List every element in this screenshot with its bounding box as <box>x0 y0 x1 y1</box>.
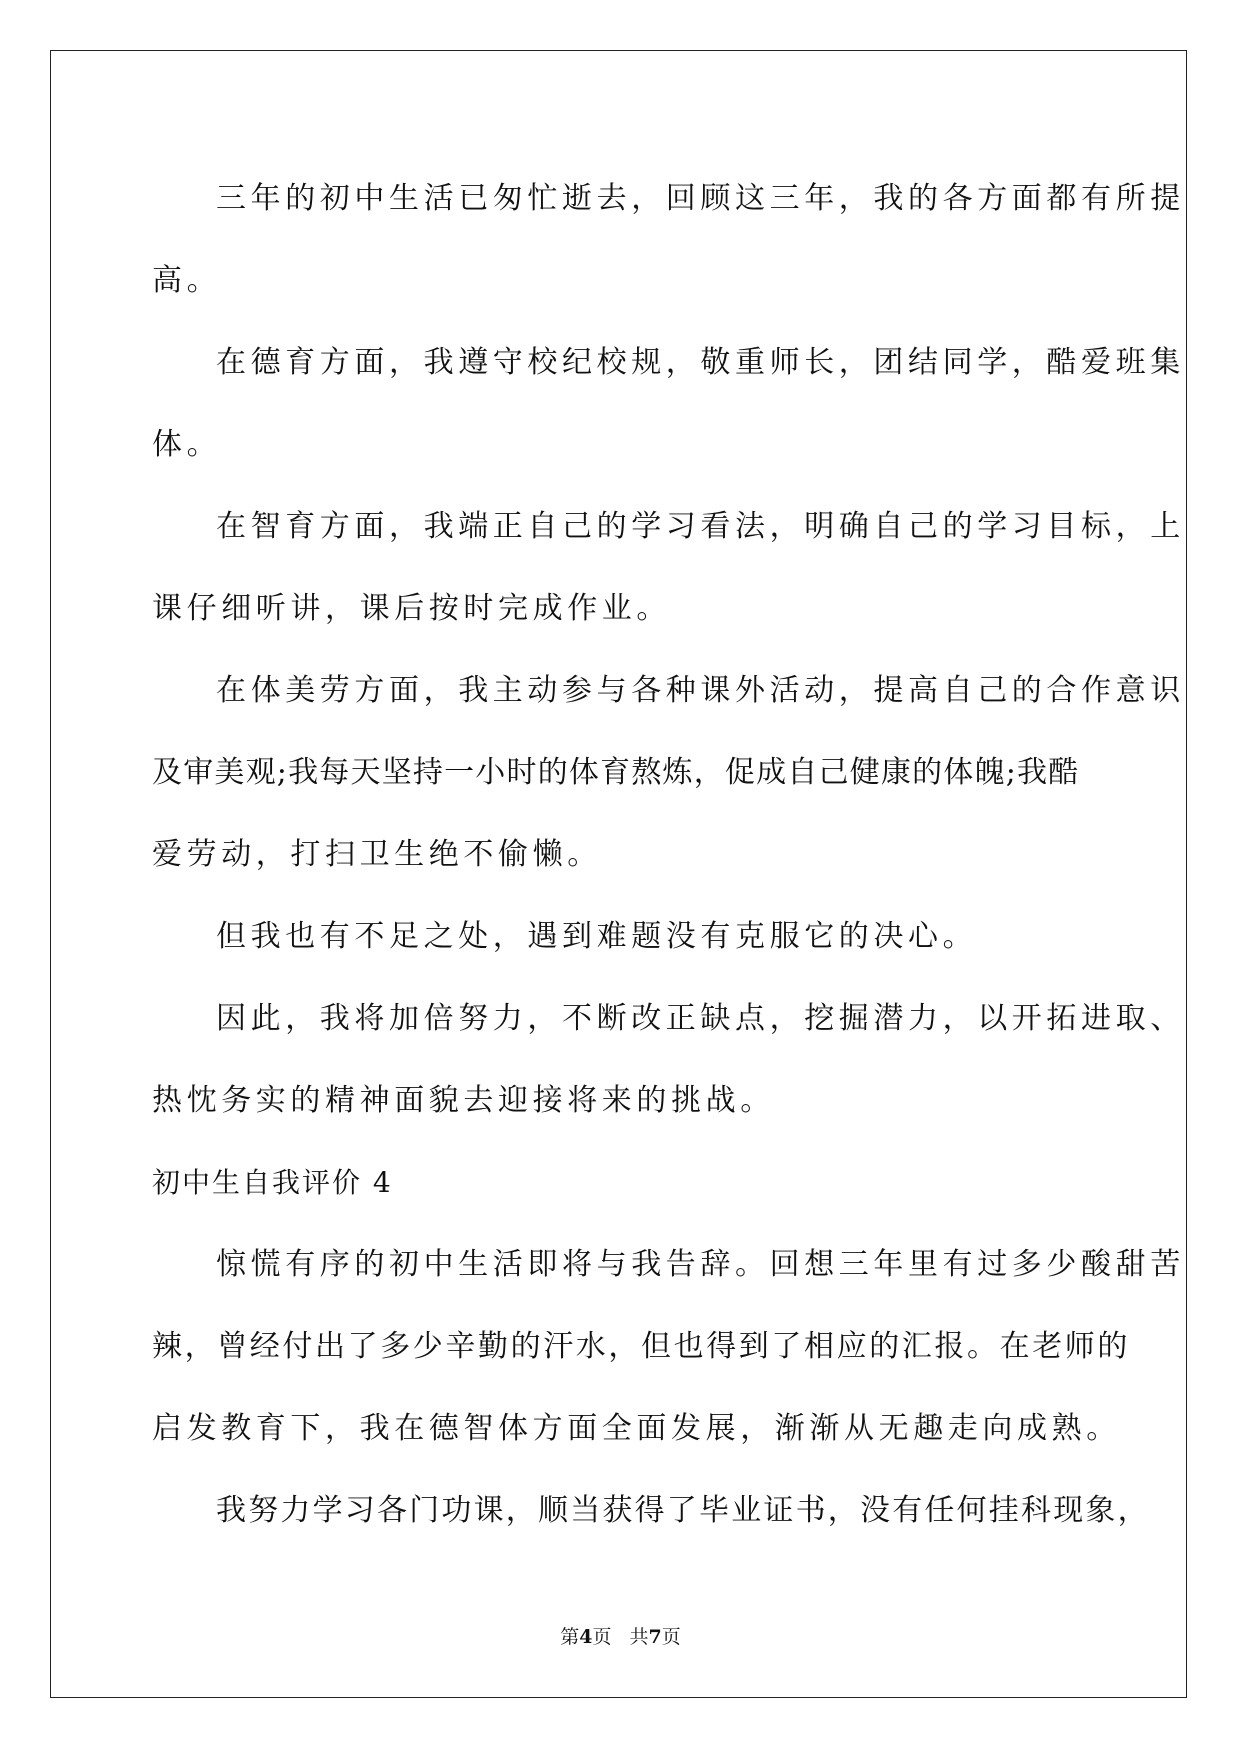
total-page-number: 7 <box>648 1626 662 1648</box>
page-prefix: 第 <box>560 1626 580 1648</box>
text-line: 我努力学习各门功课，顺当获得了毕业证书，没有任何挂科现象， <box>216 1493 1150 1528</box>
text-line: 课仔细听讲，课后按时完成作业。 <box>152 591 671 626</box>
text-line: 热忱务实的精神面貌去迎接将来的挑战。 <box>152 1083 775 1118</box>
current-page-number: 4 <box>579 1626 593 1648</box>
total-suffix: 页 <box>661 1626 681 1648</box>
document-body <box>152 158 1185 1552</box>
text-line: 在智育方面，我端正自己的学习看法，明确自己的学习目标，上 <box>216 509 1185 544</box>
text-line: 及审美观;我每天坚持一小时的体育熬炼，促成自己健康的体魄;我酷 <box>152 755 1080 790</box>
text-line: 辣，曾经付出了多少辛勤的汗水，但也得到了相应的汇报。在老师的 <box>152 1329 1130 1364</box>
text-line: 因此，我将加倍努力，不断改正缺点，挖掘潜力，以开拓进取、 <box>216 1001 1185 1036</box>
total-prefix: 共 <box>629 1626 649 1648</box>
text-line: 在德育方面，我遵守校纪校规，敬重师长，团结同学，酷爱班集 <box>216 345 1185 380</box>
section-heading: 初中生自我评价 4 <box>152 1166 393 1199</box>
text-line: 但我也有不足之处，遇到难题没有克服它的决心。 <box>216 919 978 954</box>
text-line: 三年的初中生活已匆忙逝去，回顾这三年，我的各方面都有所提 <box>216 181 1185 216</box>
text-line: 体。 <box>152 427 222 462</box>
page-suffix: 页 <box>592 1626 612 1648</box>
text-line: 启发教育下，我在德智体方面全面发展，渐渐从无趣走向成熟。 <box>152 1411 1121 1446</box>
text-line: 惊慌有序的初中生活即将与我告辞。回想三年里有过多少酸甜苦 <box>216 1247 1185 1282</box>
text-line: 在体美劳方面，我主动参与各种课外活动，提高自己的合作意识 <box>216 673 1185 708</box>
text-line: 爱劳动，打扫卫生绝不偷懒。 <box>152 837 602 872</box>
page-footer <box>0 1622 1241 1649</box>
text-line: 高。 <box>152 263 222 298</box>
